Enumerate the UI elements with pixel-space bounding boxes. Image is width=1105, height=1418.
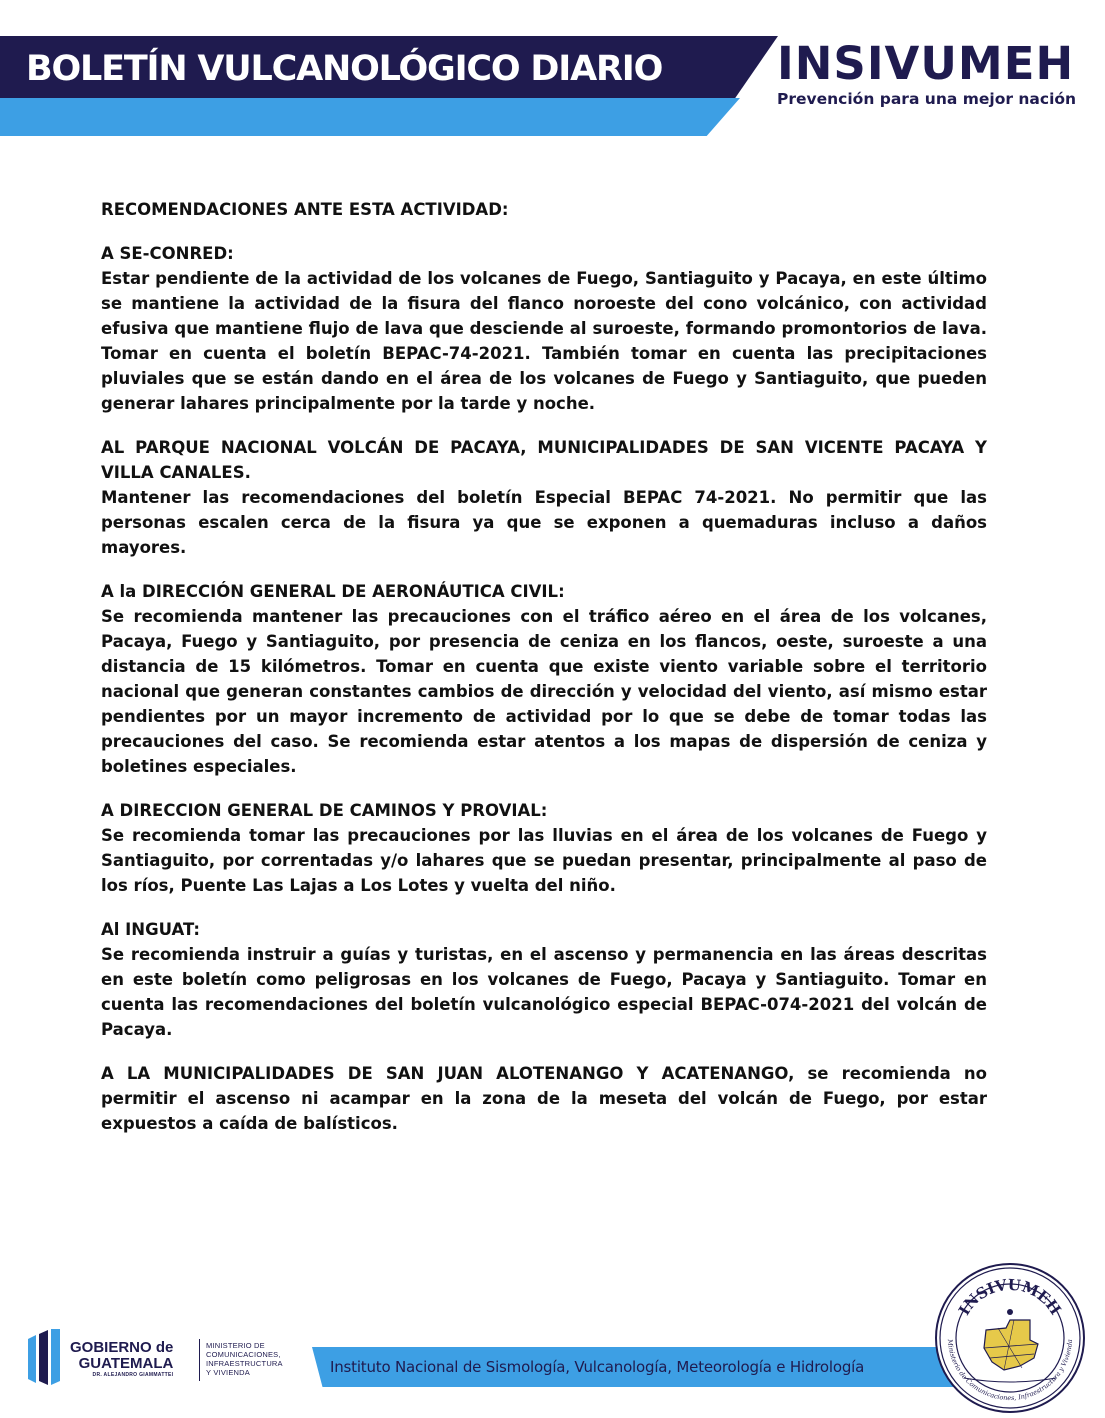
- section-municipalidades: A LA MUNICIPALIDADES DE SAN JUAN ALOTENANGO Y ACATENANGO, se recomienda no permitir el ascenso ni acampar en la zona de la meseta del volcán de Fuego, por estar expuestos a caída de balísticos.: [101, 1064, 987, 1133]
- section-title: A DIRECCION GENERAL DE CAMINOS Y PROVIAL:: [101, 801, 548, 820]
- brand-block: [777, 38, 1089, 108]
- gov-name: [70, 1340, 173, 1378]
- brand-tagline: Prevención para una mejor nación: [777, 90, 1077, 108]
- section-title: AL PARQUE NACIONAL VOLCÁN DE PACAYA, MUNICIPALIDADES DE SAN VICENTE PACAYA Y VILLA CANALES.: [101, 438, 987, 482]
- gov-line2: GUATEMALA: [78, 1355, 174, 1372]
- ministry-line1: MINISTERIO DE: [206, 1341, 265, 1350]
- section-body: Se recomienda mantener las precauciones con el tráfico aéreo en el área de los volcanes, Pacaya, Fuego y Santiaguito, por presencia de ceniza en los flancos, oeste, suroeste a una distancia de 15 kilómetros. Tomar en cuenta que existe viento variable sobre el territorio nacional que generan constantes cambios de dirección y velocidad del viento, así mismo estar pendientes por un mayor incremento de actividad por lo que se debe de tomar todas las precauciones del caso. Se recomienda estar atentos a los mapas de dispersión de ceniza y boletines especiales.: [101, 607, 987, 776]
- recommendations-heading: RECOMENDACIONES ANTE ESTA ACTIVIDAD:: [101, 200, 509, 219]
- ministry-name: [206, 1341, 283, 1377]
- ministry-line3: INFRAESTRUCTURA: [206, 1359, 283, 1368]
- section-title: A la DIRECCIÓN GENERAL DE AERONÁUTICA CIVIL:: [101, 582, 565, 601]
- section-title: A SE-CONRED:: [101, 244, 234, 263]
- insivumeh-seal-icon: [934, 1262, 1086, 1414]
- section-body: Se recomienda tomar las precauciones por las lluvias en el área de los volcanes de Fuego y Santiaguito, por correntadas y/o lahares que se puedan presentar, principalmente al paso de los ríos, Puente Las Lajas a Los Lotes y vuelta del niño.: [101, 826, 987, 895]
- gov-divider: [199, 1339, 200, 1381]
- ministry-line4: Y VIVIENDA: [206, 1368, 250, 1377]
- institute-name: Instituto Nacional de Sismología, Vulcanología, Meteorología e Hidrología: [330, 1358, 865, 1376]
- section-body: Mantener las recomendaciones del boletín Especial BEPAC 74-2021. No permitir que las personas escalen cerca de la fisura ya que se exponen a quemaduras incluso a daños mayores.: [101, 488, 987, 557]
- section-body: Estar pendiente de la actividad de los volcanes de Fuego, Santiaguito y Pacaya, en este último se mantiene la actividad de la fisura del flanco noroeste del cono volcánico, con actividad efusiva que mantiene flujo de lava que desciende al suroeste, formando promontorios de lava. Tomar en cuenta el boletín BEPAC-74-2021. También tomar en cuenta las precipitaciones pluviales que se están dando en el área de los volcanes de Fuego y Santiaguito, que pueden generar lahares principalmente por la tarde y noche.: [101, 269, 987, 413]
- brand-name: INSIVUMEH: [777, 37, 1075, 90]
- government-logo: [26, 1325, 283, 1389]
- section-body: Se recomienda instruir a guías y turistas, en el ascenso y permanencia en las áreas descritas en este boletín como peligrosas en los volcanes de Fuego, Pacaya y Santiaguito. Tomar en cuenta las recomendaciones del boletín vulcanológico especial BEPAC-074-2021 del volcán de Pacaya.: [101, 945, 987, 1039]
- section-caminos-provial: [101, 798, 987, 898]
- ministry-line2: COMUNICACIONES,: [206, 1350, 281, 1359]
- section-aeronautica: [101, 579, 987, 779]
- header-band-light: [0, 98, 740, 136]
- section-se-conred: [101, 241, 987, 416]
- gov-line3: DR. ALEJANDRO GIAMMATTEI: [92, 1372, 174, 1378]
- section-inguat: [101, 917, 987, 1042]
- section-parque-pacaya: [101, 435, 987, 560]
- seal-ring-text: Ministerio de Comunicaciones, Infraestructura y Vivienda: [945, 1338, 1075, 1403]
- gov-line1: GOBIERNO de: [70, 1339, 174, 1356]
- bulletin-content: [101, 197, 987, 1136]
- bulletin-title: BOLETÍN VULCANOLÓGICO DIARIO: [26, 49, 663, 89]
- seal-name: INSIVUMEH: [955, 1275, 1065, 1319]
- section-title: Al INGUAT:: [101, 920, 200, 939]
- guatemala-flag-icon: [26, 1329, 64, 1385]
